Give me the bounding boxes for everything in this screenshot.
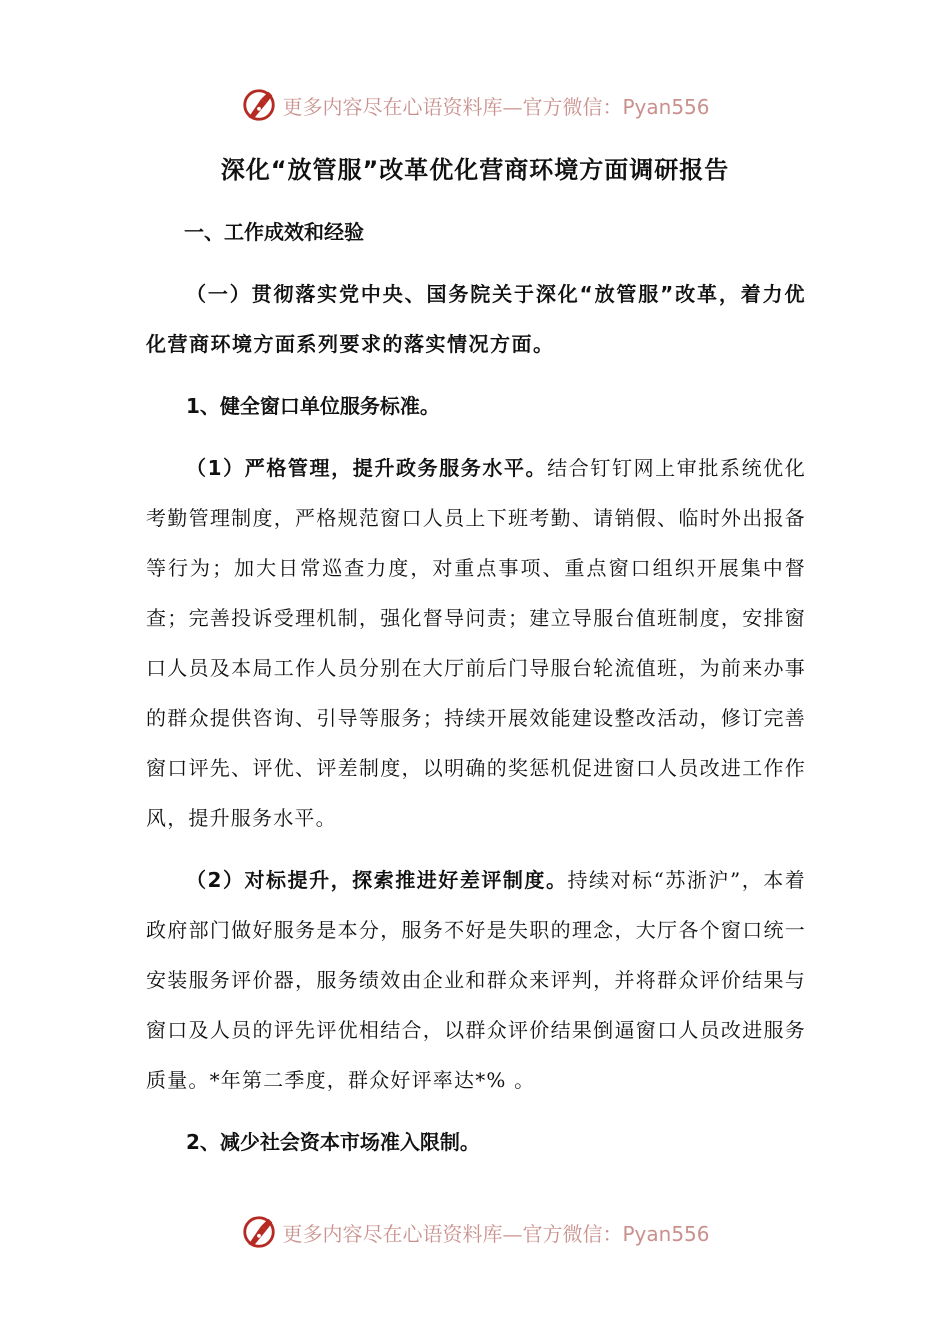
header-banner [0,80,950,130]
paragraph-1-body: 结合钉钉网上审批系统优化考勤管理制度，严格规范窗口人员上下班考勤、请销假、临时外出报备等行为；加大日常巡查力度，对重点事项、重点窗口组织开展集中督查；完善投诉受理机制，强化督导问责；建立导服台值班制度，安排窗口人员及本局工作人员分别在大厅前后门导服台轮流值班，为前来办事的群众提供咨询、引导等服务；持续开展效能建设整改活动，修订完善窗口评先、评优、评差制度，以明确的奖惩机促进窗口人员改进工作作风，提升服务水平。 [146,456,806,830]
footer-banner-wechat-id: Pyan556 [622,1221,710,1246]
paragraph-1-lead: （1）严格管理，提升政务服务水平。 [186,456,548,480]
banner-label: 更多内容尽在心语资料库—官方微信： [282,94,623,119]
banner-text [282,91,709,120]
footer-banner-text [282,1218,709,1247]
banner-wechat-id: Pyan556 [622,94,710,119]
heading-item-2: 2、减少社会资本市场准入限制。 [186,1130,480,1154]
pen-nib-logo-icon [240,1213,278,1251]
banner-inner [240,86,709,124]
footer-banner-inner [240,1213,709,1251]
paragraph-2-body: 持续对标“苏浙沪”，本着政府部门做好服务是本分，服务不好是失职的理念，大厅各个窗口统一安装服务评价器，服务绩效由企业和群众来评判，并将群众评价结果与窗口及人员的评先评优相结合，以群众评价结果倒逼窗口人员改进服务质量。*年第二季度，群众好评率达*% 。 [146,868,806,1092]
document-title: 深化“放管服”改革优化营商环境方面调研报告 [220,156,730,184]
paragraph-2-lead: （2）对标提升，探索推进好差评制度。 [186,868,568,892]
heading-section-1: 一、工作成效和经验 [184,220,364,244]
pen-nib-logo-icon [240,86,278,124]
footer-banner-label: 更多内容尽在心语资料库—官方微信： [282,1221,623,1246]
heading-item-1: 1、健全窗口单位服务标准。 [186,394,440,418]
document-body [146,207,806,1167]
footer-banner [0,1207,950,1257]
paragraph-2 [146,855,806,1105]
heading-subsection-1: （一）贯彻落实党中央、国务院关于深化“放管服”改革，着力优化营商环境方面系列要求的落实情况方面。 [146,282,806,356]
paragraph-1 [146,443,806,843]
